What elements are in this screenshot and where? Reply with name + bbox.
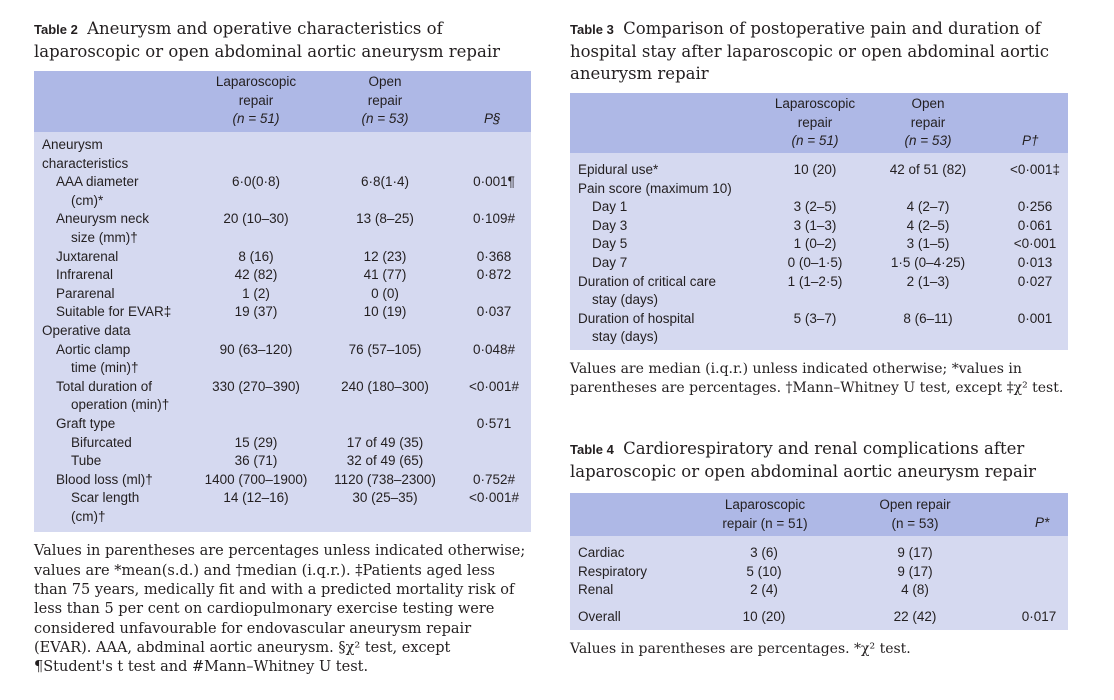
- table2-row: [34, 322, 531, 341]
- table2-header: [34, 71, 531, 132]
- table3-head-lap-line2: repair: [797, 114, 833, 130]
- table4: [570, 493, 1068, 630]
- table3-cell-lap: 3 (2–5): [793, 199, 837, 215]
- table2-cell-p: 0·037: [476, 304, 512, 320]
- table2-cell-lap: 14 (12–16): [223, 490, 289, 506]
- table3-cell-open: 3 (1–5): [906, 236, 950, 252]
- table2-head-lap-line1: Laparoscopic: [215, 74, 297, 89]
- table3-cell-p: 0·013: [1017, 254, 1053, 270]
- table2-row: [34, 471, 531, 490]
- table2-row: [34, 378, 531, 397]
- table2-row: [34, 341, 531, 360]
- table2-row-label: operation (min)†: [71, 397, 170, 413]
- table4-row: [570, 608, 1068, 627]
- table2-row-label: Operative data: [42, 322, 131, 338]
- table2-row-label: size (mm)†: [71, 229, 138, 245]
- table2-row: [34, 489, 531, 508]
- table3-row: [570, 235, 1068, 254]
- table4-title: Cardiorespiratory and renal complications after laparoscopic or open abdominal aortic aneurysm repair: [570, 438, 1036, 481]
- table2-row: [34, 136, 531, 155]
- table3-head-open-line1: Open: [911, 96, 945, 111]
- table3-cell-open: 2 (1–3): [906, 273, 950, 289]
- table3-row-label: Day 3: [592, 217, 628, 233]
- table2-row: [34, 155, 531, 174]
- table2-cell-open: 1120 (738–2300): [334, 471, 436, 487]
- table2-caption: [34, 18, 531, 63]
- table3-row: [570, 217, 1068, 236]
- table2-body: [34, 132, 531, 532]
- table2-cell-lap: 8 (16): [238, 248, 274, 264]
- table3-cell-p: 0·061: [1017, 217, 1053, 233]
- table2-cell-p: 0·368: [476, 248, 512, 264]
- table3-head-lap-line3: (n = 51): [791, 133, 839, 149]
- table2-row-label: Blood loss (ml)†: [56, 471, 153, 487]
- table4-row-label: Renal: [578, 582, 614, 598]
- table4-head-lap-line2: repair (n = 51): [722, 515, 808, 531]
- table2-row-label: Pararenal: [56, 285, 115, 301]
- table3-cell-p: 0·256: [1017, 199, 1053, 215]
- table3-row: [570, 198, 1068, 217]
- table3-row-label: Duration of critical care: [578, 273, 717, 289]
- table4-cell-p: 0·017: [1021, 608, 1057, 624]
- table2-row-label: Juxtarenal: [56, 248, 119, 264]
- table2-cell-p: 0·571: [476, 415, 512, 431]
- table2-cell-p: 0·048#: [472, 341, 516, 357]
- table3-head-open-line2: repair: [910, 114, 946, 130]
- table4-head-open-line1: Open repair: [879, 496, 951, 512]
- table2-cell-p: <0·001#: [469, 490, 519, 506]
- table3-cell-lap: 1 (1–2·5): [787, 273, 843, 289]
- table2-row-label: characteristics: [42, 155, 129, 171]
- table4-cell-lap: 2 (4): [750, 582, 778, 598]
- table2-cell-open: 13 (8–25): [356, 211, 414, 227]
- table2-row-label: AAA diameter: [56, 174, 139, 190]
- table3-cell-open: 4 (2–5): [906, 217, 950, 233]
- table3-footnote: Values are median (i.q.r.) unless indicated otherwise; *values in parentheses are percentages. †Mann–Whitney U test, except ‡χ² test.: [570, 360, 1064, 396]
- table3-head-p: P†: [1022, 133, 1039, 148]
- table2-head-open-line3: (n = 53): [361, 111, 409, 127]
- table2-row-label: time (min)†: [71, 360, 139, 376]
- table2-title: Aneurysm and operative characteristics of laparoscopic or open abdominal aortic aneurysm repair: [34, 19, 500, 61]
- table2-section: [34, 18, 531, 678]
- table4-cell-open: 9 (17): [897, 544, 933, 560]
- table2-row: [34, 508, 531, 527]
- table2-cell-lap: 6·0(0·8): [231, 174, 281, 190]
- table4-cell-open: 22 (42): [893, 608, 937, 624]
- table2-row: [34, 452, 531, 471]
- table3-title: Comparison of postoperative pain and duration of hospital stay after laparoscopic or open abdominal aortic aneurysm repair: [570, 19, 1049, 83]
- table2-row: [34, 285, 531, 304]
- table3-header: [570, 93, 1068, 153]
- table4-caption: [570, 438, 1068, 483]
- table4-cell-lap: 5 (10): [746, 563, 782, 579]
- table4-cell-lap: 3 (6): [750, 544, 778, 560]
- table3-row: [570, 180, 1068, 199]
- table2-row-label: Infrarenal: [56, 267, 114, 283]
- table4-label: Table 4: [570, 441, 614, 457]
- table3-row: [570, 310, 1068, 329]
- table2-row: [34, 192, 531, 211]
- table2-cell-lap: 19 (37): [234, 304, 278, 320]
- table2-cell-lap: 36 (71): [234, 453, 278, 469]
- table3-caption: [570, 18, 1068, 85]
- table2: [34, 71, 531, 532]
- table2-cell-open: 12 (23): [363, 248, 407, 264]
- table3-head-open-line3: (n = 53): [904, 133, 952, 149]
- table4-cell-open: 9 (17): [897, 563, 933, 579]
- table2-head-open: [340, 73, 430, 129]
- table4-head-open-line2: (n = 53): [891, 515, 939, 531]
- table2-cell-open: 0 (0): [371, 285, 399, 301]
- table4-row-label: Cardiac: [578, 544, 625, 560]
- table3-row: [570, 328, 1068, 347]
- table2-row: [34, 396, 531, 415]
- table2-cell-p: <0·001#: [469, 378, 519, 394]
- table3-row-label: Day 7: [592, 254, 628, 270]
- table4-row-label: Respiratory: [578, 563, 648, 579]
- table2-cell-open: 17 of 49 (35): [346, 434, 424, 450]
- table2-cell-lap: 15 (29): [234, 434, 278, 450]
- table3-head-laparoscopic: [765, 95, 865, 151]
- table3-row-label: Day 1: [592, 199, 628, 215]
- table2-row-label: (cm)*: [71, 192, 104, 208]
- table3-row-label: Duration of hospital: [578, 310, 695, 326]
- table2-row: [34, 210, 531, 229]
- table2-footnote: Values in parentheses are percentages unless indicated otherwise; values are *mean(s.d.) and †median (i.q.r.). ‡Patients aged less than 75 years, medically fit and with a predicted mortality risk of less than 5 per cent on cardiopulmonary exercise testing were considered unfavourable for endovascular aneurysm repair (EVAR). AAA, abdminal aortic aneurysm. §χ² test, except ¶Student's t test and #Mann–Whitney U test.: [34, 543, 526, 676]
- table3-row-label: Pain score (maximum 10): [578, 180, 732, 196]
- table3-cell-p: 0·001: [1017, 310, 1053, 326]
- table4-head-open: [865, 496, 965, 533]
- table3-cell-lap: 0 (0–1·5): [787, 254, 843, 270]
- table4-section: [570, 438, 1068, 659]
- table3-row: [570, 161, 1068, 180]
- table2-row: [34, 229, 531, 248]
- table2-row-label: Graft type: [56, 415, 116, 431]
- table3-cell-lap: 10 (20): [793, 162, 837, 177]
- table3-row: [570, 273, 1068, 292]
- table3-row: [570, 291, 1068, 310]
- table2-row: [34, 303, 531, 322]
- table2-row-label: (cm)†: [71, 508, 106, 524]
- table4-row: [570, 544, 1068, 563]
- table3-label: Table 3: [570, 22, 614, 37]
- table3-row-label: stay (days): [592, 329, 659, 345]
- table2-cell-p: 0·872: [476, 267, 512, 283]
- table3-cell-open: 1·5 (0–4·25): [890, 254, 966, 270]
- table4-row: [570, 563, 1068, 582]
- table2-cell-open: 41 (77): [363, 267, 407, 283]
- table2-row-label: Tube: [71, 453, 102, 469]
- table3-head-open: [883, 95, 973, 151]
- table2-row-label: Aneurysm neck: [56, 211, 150, 227]
- table3-body: [570, 153, 1068, 350]
- table2-cell-lap: 1400 (700–1900): [204, 471, 308, 487]
- table4-head-laparoscopic: [710, 496, 820, 533]
- table2-head-open-line1: Open: [368, 74, 402, 89]
- table4-header: [570, 493, 1068, 536]
- table4-footnote: Values in parentheses are percentages. *χ² test.: [570, 641, 911, 658]
- table2-cell-p: 0·752#: [472, 471, 516, 487]
- table4-head-p: P*: [1035, 514, 1050, 530]
- table3-cell-open: 42 of 51 (82): [889, 162, 967, 177]
- table2-row: [34, 359, 531, 378]
- table2-head-open-line2: repair: [367, 92, 403, 108]
- table2-row-label: Scar length: [71, 490, 140, 506]
- table3-row-label: Epidural use*: [578, 162, 659, 177]
- table2-row-label: Aortic clamp: [56, 341, 131, 357]
- table3-row-label: Day 5: [592, 236, 628, 252]
- table3-cell-p: <0·001: [1013, 236, 1057, 252]
- table2-cell-lap: 330 (270–390): [212, 378, 300, 394]
- table2-cell-open: 10 (19): [363, 304, 407, 320]
- table2-cell-p: 0·001¶: [473, 174, 515, 190]
- table3-cell-open: 8 (6–11): [903, 310, 953, 326]
- table2-head-p: P§: [484, 111, 501, 126]
- table2-head-laparoscopic: [206, 73, 306, 129]
- table3-cell-open: 4 (2–7): [906, 199, 950, 215]
- table3-cell-p: 0·027: [1017, 273, 1053, 289]
- table2-row: [34, 248, 531, 267]
- table3-row-label: stay (days): [592, 292, 659, 308]
- table3-section: [570, 18, 1068, 659]
- table2-cell-lap: 1 (2): [242, 285, 270, 301]
- table2-head-lap-line3: (n = 51): [232, 111, 280, 127]
- table4-cell-lap: 10 (20): [742, 608, 786, 624]
- table2-row-label: Aneurysm: [42, 137, 103, 152]
- table4-row: [570, 581, 1068, 600]
- table2-cell-open: 76 (57–105): [348, 341, 422, 357]
- table2-cell-open: 32 of 49 (65): [346, 453, 424, 469]
- table2-cell-lap: 90 (63–120): [219, 341, 293, 357]
- table4-head-lap-line1: Laparoscopic: [724, 496, 806, 512]
- table2-row-label: Bifurcated: [71, 434, 132, 450]
- table2-row: [34, 434, 531, 453]
- table2-cell-lap: 20 (10–30): [223, 211, 289, 227]
- table2-row: [34, 173, 531, 192]
- table2-row-label: Total duration of: [56, 378, 153, 394]
- table2-cell-p: 0·109#: [472, 211, 516, 227]
- table2-cell-open: 30 (25–35): [352, 490, 418, 506]
- table2-row: [34, 266, 531, 285]
- table3-head-lap-line1: Laparoscopic: [774, 96, 856, 111]
- table4-row-label: Overall: [578, 608, 621, 624]
- table4-cell-open: 4 (8): [901, 582, 929, 598]
- table2-cell-open: 6·8(1·4): [360, 174, 410, 190]
- table3-cell-lap: 3 (1–3): [793, 217, 837, 233]
- table3-cell-lap: 1 (0–2): [793, 236, 837, 252]
- table2-label: Table 2: [34, 22, 78, 37]
- table4-body: [570, 536, 1068, 630]
- table2-row-label: Suitable for EVAR‡: [56, 304, 172, 320]
- table3: [570, 93, 1068, 350]
- table3-cell-p: <0·001‡: [1010, 162, 1060, 177]
- table3-row: [570, 254, 1068, 273]
- table3-cell-lap: 5 (3–7): [793, 310, 837, 326]
- table2-cell-open: 240 (180–300): [341, 378, 429, 394]
- table2-row: [34, 415, 531, 434]
- table2-cell-lap: 42 (82): [234, 267, 278, 283]
- table2-head-lap-line2: repair: [238, 92, 274, 108]
